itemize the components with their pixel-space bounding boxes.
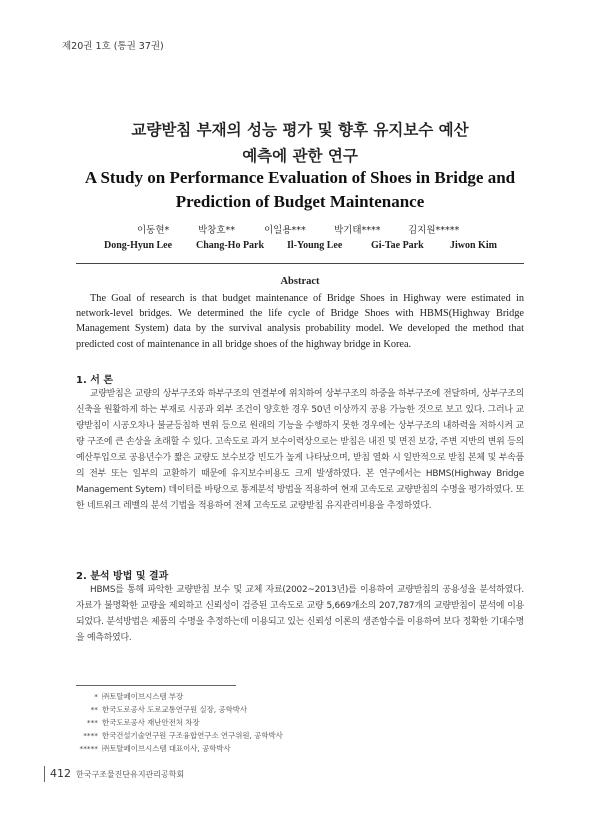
divider-rule [76,263,524,264]
author-ko-3: 이일용*** [264,225,306,236]
abstract-text: The Goal of research is that budget maintenance of Bridge Shoes in Highway were estimated in network-level bridges. We determined the life cycle of Bridge Shoes with HBMS(Highway Bridge Management System) data by the survival analysis probability model. We developed the method that predicted cost of maintenance in all bridge shoes of the highway bridge in Korea. [76,293,524,350]
english-title-line-2: Prediction of Budget Maintenance [175,192,425,211]
korean-title-line-1: 교량받침 부재의 성능 평가 및 향후 유지보수 예산 [131,121,469,139]
section-2-body: HBMS를 통해 파악한 교량받침 보수 및 교체 자료(2002~2013년)를 이용하여 교량받침의 공용성을 분석하였다. 자료가 불명확한 교량을 제외하고 신뢰성이 검증된 고속도로 교량 5,669개소의 207,787개의 교량받침이 분석에 이용되었다. 분석방법은 제품의 수명을 추정하는데 이용되고 있는 신뢰성 이론의 생존함수를 이용하여 보다 정확한 기대수명을 예측하였다. [76,585,524,643]
authors-english [0,240,600,254]
section-1-body: 교량받침은 교량의 상부구조와 하부구조의 연결부에 위치하여 상부구조의 하중을 하부구조에 전달하며, 상부구조의 신축을 원활하게 하는 부재로 시공과 외부 조건이 양호한 경우 50년 이상까지 공용 가능한 것으로 보고 있다. 그러나 교량받침이 시공오차나 불균등침하 변위 등으로 원래의 기능을 수행하지 못한 경우에는 상부구조의 내하력을 저하시켜 교량 구조에 큰 손상을 초래할 수 있다. 고속도로 과거 보수이력상으로는 받침은 내진 및 면진 보강, 주변 지반의 변위 등의 예산투입으로 공용년수가 짧은 교량도 보수보강 빈도가 높게 나타났으며, 받침 열화 시 일반적으로 받침 본체 및 부속품의 전부 또는 일부의 교환하기 때문에 유지보수비용도 크게 발생하였다. 본 연구에서는 HBMS(Highway Bridge Management Sytem) 데이터를 바탕으로 통계분석 방법을 적용하여 현재 고속도로 교량받침의 수명을 평가하였다. 또한 네트워크 레벨의 분석 기법을 적용하여 전체 고속도로 교량받침 유지관리비용을 추정하였다. [76,389,524,511]
footnote-item: ***** ㈜토탈페이브시스템 대표이사, 공학박사 [79,744,231,753]
author-en-3: Il-Young Lee [287,240,343,251]
author-ko-1: 이동현* [137,225,170,236]
footnotes [76,690,283,755]
section-2-title: 2. 분석 방법 및 결과 [76,571,169,582]
footnote-item: ** 한국도로공사 도로교통연구원 실장, 공학박사 [90,705,248,714]
author-en-1: Dong-Hyun Lee [104,240,173,251]
author-en-5: Jiwon Kim [450,240,497,251]
footnote-divider [76,685,236,686]
footer-journal-name: 한국구조물진단유지관리공학회 [76,770,185,779]
journal-issue-header: 제20권 1호 (통권 37권) [62,41,164,52]
author-ko-4: 박기태**** [334,225,381,236]
footnote-item: **** 한국건설기술연구원 구조융합연구소 연구위원, 공학박사 [83,731,283,740]
author-en-2: Chang-Ho Park [196,240,265,251]
english-title-line-1: A Study on Performance Evaluation of Shoes in Bridge and [84,168,516,187]
korean-title-line-2: 예측에 관한 연구 [242,147,358,165]
footer-bar [44,766,45,782]
footnote-item: *** 한국도로공사 재난안전처 차장 [86,718,200,727]
section-1-title: 1. 서 론 [76,375,114,386]
author-ko-5: 김지원***** [408,225,460,236]
authors-korean [0,222,600,236]
page-number: 412 [50,767,71,780]
author-ko-2: 박창호** [198,225,236,236]
author-en-4: Gi-Tae Park [371,240,424,251]
footnote-item: * ㈜토탈페이브시스템 부장 [94,692,184,701]
abstract-heading: Abstract [280,276,320,287]
